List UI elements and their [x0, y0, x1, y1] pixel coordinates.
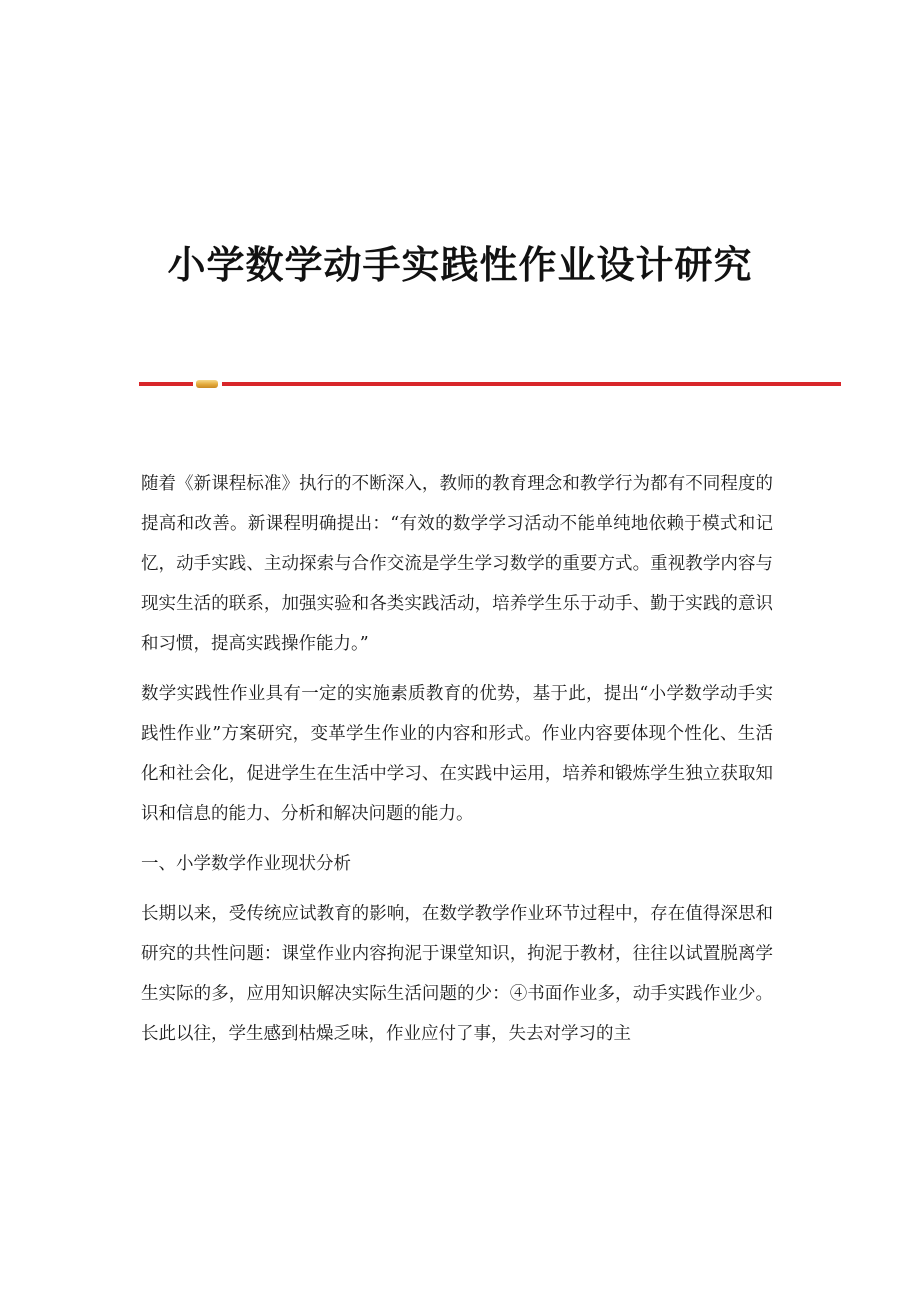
section-heading-1: 一、小学数学作业现状分析 — [141, 854, 351, 874]
body-paragraph-3: 长期以来，受传统应试教育的影响，在数学教学作业环节过程中，存在值得深思和研究的共性问题：课堂作业内容拘泥于课堂知识，拘泥于教材，往往以试置脱离学生实际的多，应用知识解决实际生活问题的少：④书面作业多，动手实践作业少。长此以往，学生感到枯燥乏味，作业应付了事，失去对学习的主 — [141, 904, 773, 1044]
body-paragraph-1: 随着《新课程标准》执行的不断深入，教师的教育理念和教学行为都有不同程度的提高和改善。新课程明确提出：“有效的数学学习活动不能单纯地依赖于模式和记忆，动手实践、主动探索与合作交流是学生学习数学的重要方式。重视教学内容与现实生活的联系，加强实验和各类实践活动，培养学生乐于动手、勤于实践的意识和习惯，提高实践操作能力。” — [141, 474, 773, 654]
body-paragraph-2: 数学实践性作业具有一定的实施素质教育的优势，基于此，提出“小学数学动手实践性作业”方案研究，变革学生作业的内容和形式。作业内容要体现个性化、生活化和社会化，促进学生在生活中学习、在实践中运用，培养和锻炼学生独立获取知识和信息的能力、分析和解决问题的能力。 — [141, 684, 773, 824]
divider-line-right — [222, 382, 841, 386]
document-body — [141, 464, 773, 1064]
page-title: 小学数学动手实践性作业设计研究 — [167, 242, 753, 288]
title-divider — [139, 380, 841, 388]
divider-line-left — [139, 382, 193, 386]
divider-ornament-icon — [196, 380, 218, 388]
